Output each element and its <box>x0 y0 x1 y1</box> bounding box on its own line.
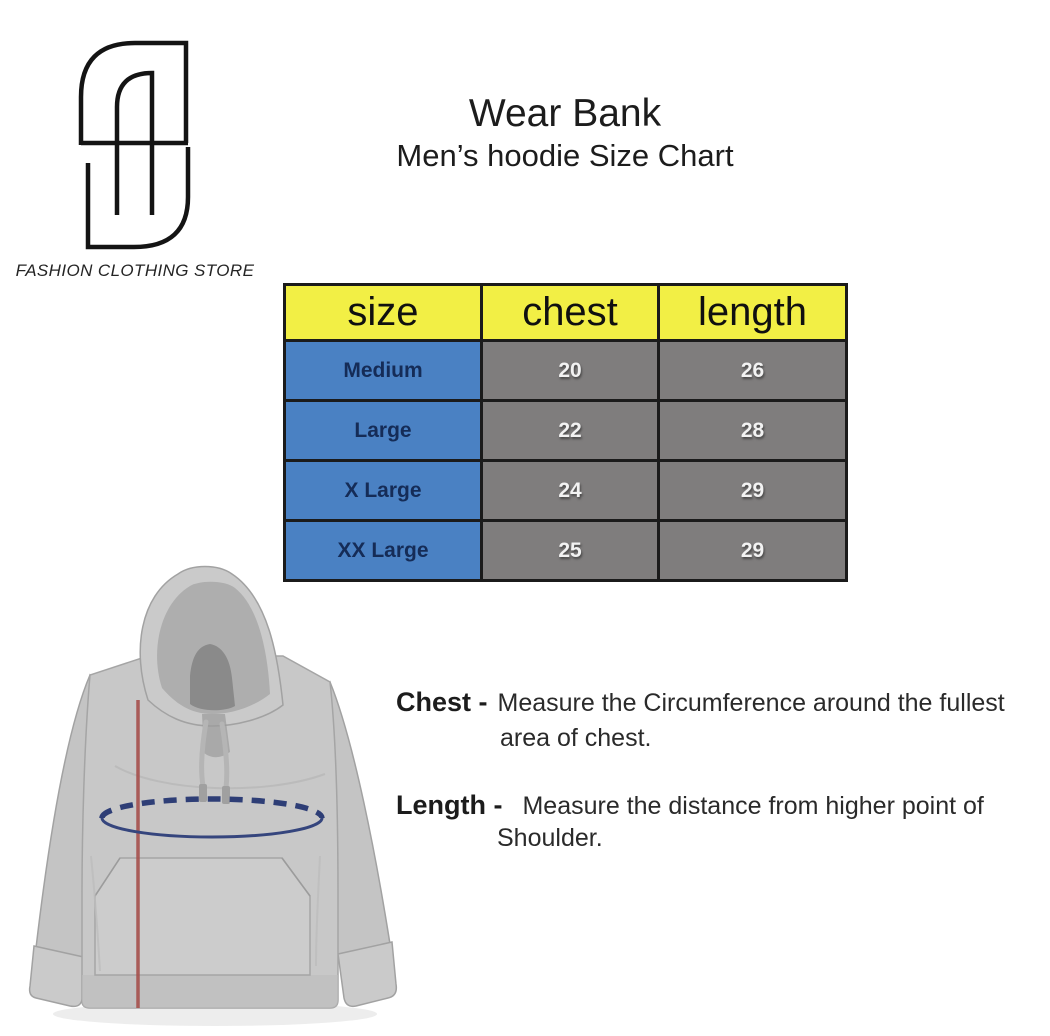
chest-value-cell: 24 <box>482 461 659 521</box>
chest-note-term: Chest - <box>396 687 488 717</box>
size-label-cell: Medium <box>285 341 482 401</box>
length-value-cell: 26 <box>659 341 847 401</box>
header-cell-length: length <box>659 285 847 341</box>
chest-note-line2: area of chest. <box>500 724 652 752</box>
chest-value-cell: 22 <box>482 401 659 461</box>
table-row <box>285 341 847 401</box>
hoodie-illustration <box>20 556 420 1036</box>
length-note-term: Length - <box>396 790 503 820</box>
brand-logo-monogram-icon <box>75 35 200 255</box>
drawstring-aglet <box>222 786 230 804</box>
logo-bottom-stroke <box>88 147 188 247</box>
page-title: Wear Bank <box>468 92 662 135</box>
logo-top-stroke <box>81 43 186 145</box>
table-row <box>285 461 847 521</box>
chest-value-cell: 20 <box>482 341 659 401</box>
size-label-cell: X Large <box>285 461 482 521</box>
page-subtitle: Men’s hoodie Size Chart <box>396 138 734 173</box>
size-chart-table <box>283 283 848 582</box>
size-label-cell: Large <box>285 401 482 461</box>
length-note-text: Measure the distance from higher point of <box>522 792 984 820</box>
length-note-line1 <box>396 790 984 821</box>
length-value-cell: 28 <box>659 401 847 461</box>
length-value-cell: 29 <box>659 461 847 521</box>
hoodie-pocket <box>95 858 310 975</box>
size-label-cell: XX Large <box>285 521 482 581</box>
table-row <box>285 401 847 461</box>
length-note-line2: Shoulder. <box>497 824 603 852</box>
header-cell-size: size <box>285 285 482 341</box>
length-value-cell: 29 <box>659 521 847 581</box>
table-header-row <box>285 285 847 341</box>
header-cell-chest: chest <box>482 285 659 341</box>
chest-value-cell: 25 <box>482 521 659 581</box>
chest-note-line1 <box>396 687 1005 718</box>
drawstring-aglet <box>199 784 207 802</box>
brand-tagline: FASHION CLOTHING STORE <box>15 261 255 280</box>
chest-note-text: Measure the Circumference around the fullest <box>497 689 1005 717</box>
hoodie-right-cuff <box>338 942 396 1006</box>
hoodie-hem <box>82 975 338 1008</box>
